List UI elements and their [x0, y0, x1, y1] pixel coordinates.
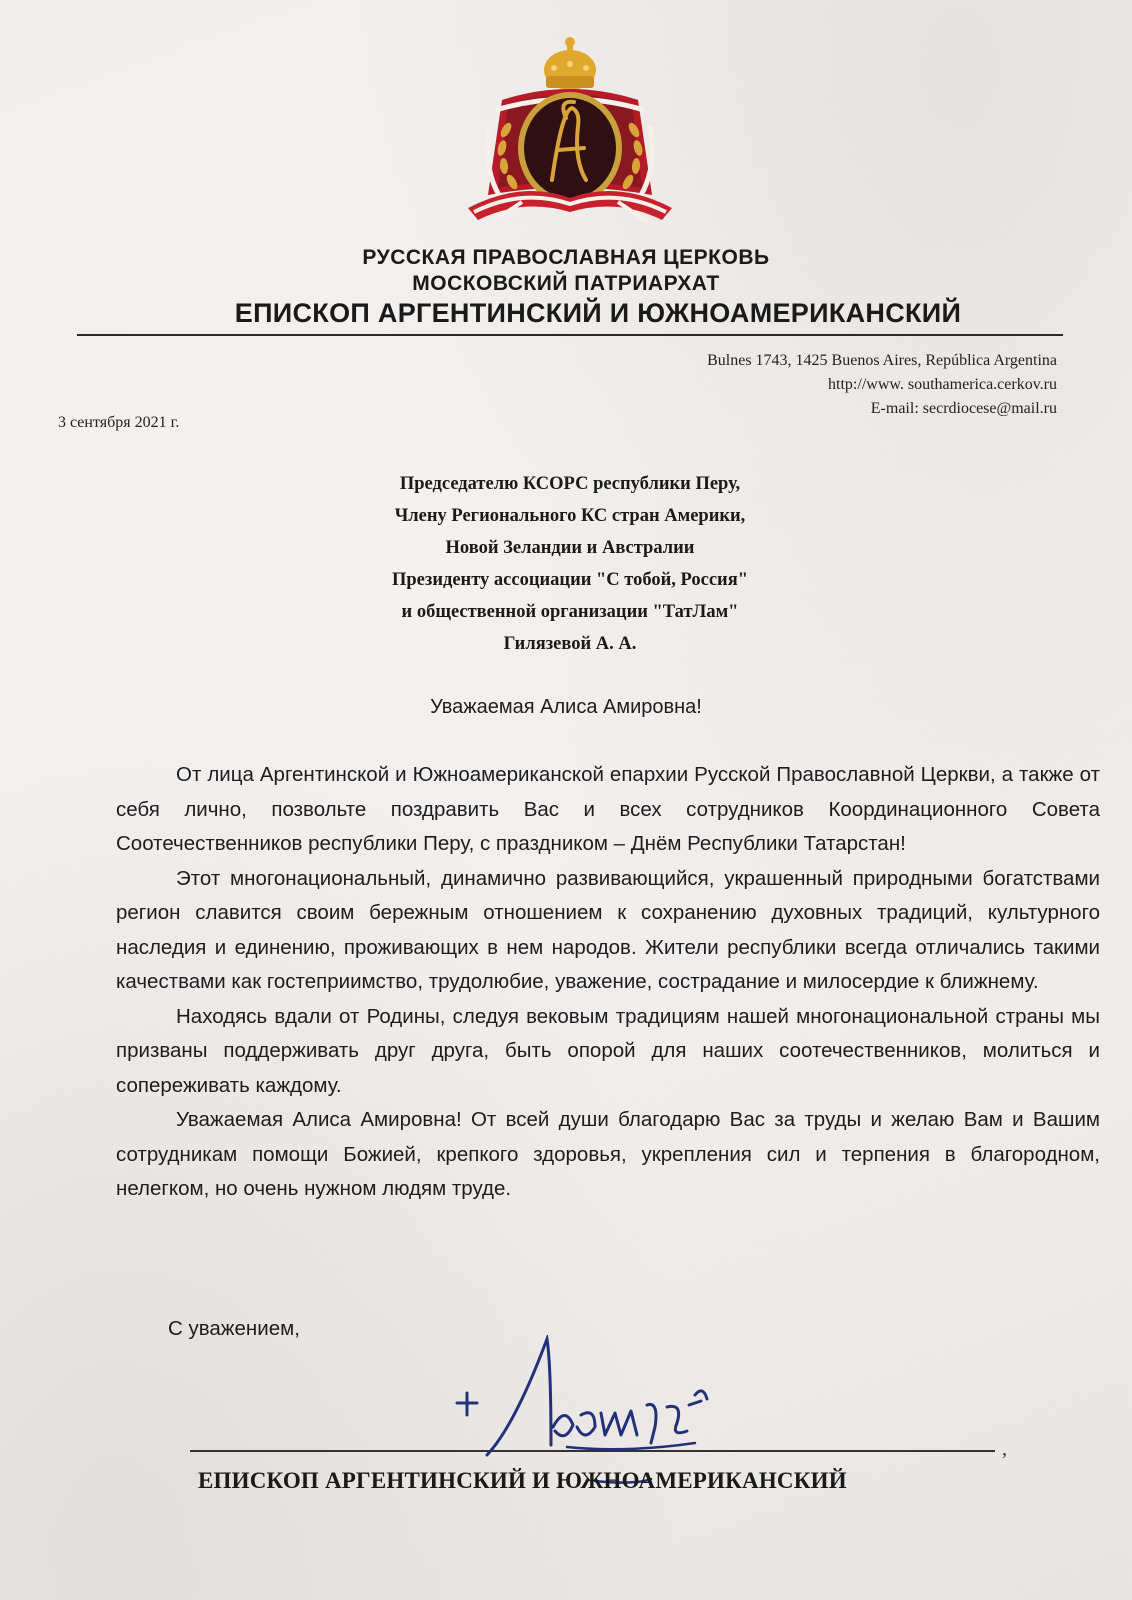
letter-date: 3 сентября 2021 г. — [58, 414, 180, 431]
signature-comma: , — [1002, 1438, 1007, 1460]
salutation: Уважаемая Алиса Амировна! — [430, 696, 702, 718]
contact-website: http://www. southamerica.cerkov.ru — [828, 376, 1057, 393]
church-seal-emblem — [462, 30, 678, 236]
addressee-line: Председателю КСОРС республики Перу, — [399, 474, 741, 494]
body-paragraph: Этот многонациональный, динамично развивающийся, украшенный природными богатствами регион славится своим бережным отношением к сохранению духовных традиций, культурного наследия и единению, проживающих в нем народов. Жители республики всегда отличались такими качествами как гостеприимство, трудолюбие, уважение, сострадание и милосердие к ближнему. — [116, 866, 1100, 993]
body-paragraph: От лица Аргентинской и Южноамериканской епархии Русской Православной Церкви, а также от себя лично, позвольте поздравить Вас и всех сотрудников Координационного Совета Соотечественников республики Перу, с праздником – Днём Республики Татарстан! — [116, 763, 1100, 855]
closing-phrase: С уважением, — [168, 1317, 300, 1340]
addressee-line: Президенту ассоциации "С тобой, Россия" — [392, 570, 748, 590]
contact-address: Bulnes 1743, 1425 Buenos Aires, República Argentina — [707, 352, 1057, 369]
addressee-line: и общественной организации "ТатЛам" — [401, 602, 739, 622]
header-patriarchate: МОСКОВСКИЙ ПАТРИАРХАТ — [412, 272, 720, 295]
contact-email: E-mail: secrdiocese@mail.ru — [870, 400, 1057, 417]
addressee-line: Члену Регионального КС стран Америки, — [394, 506, 746, 526]
addressee-line: Новой Зеландии и Австралии — [445, 538, 695, 558]
header-divider — [77, 334, 1063, 336]
header-church: РУССКАЯ ПРАВОСЛАВНАЯ ЦЕРКОВЬ — [362, 246, 770, 269]
header-bishop-title: ЕПИСКОП АРГЕНТИНСКИЙ И ЮЖНОАМЕРИКАНСКИЙ — [234, 298, 962, 328]
letter-body — [116, 758, 1100, 1207]
addressee-block — [300, 468, 840, 660]
handwritten-signature — [455, 1335, 725, 1485]
addressee-line: Гилязевой А. А. — [503, 634, 637, 654]
body-paragraph: Уважаемая Алиса Амировна! От всей души благодарю Вас за труды и желаю Вам и Вашим сотрудникам помощи Божией, крепкого здоровья, укрепления сил и терпения в благородном, нелегком, но очень нужном людям труде. — [116, 1108, 1100, 1200]
signer-title: ЕПИСКОП АРГЕНТИНСКИЙ И ЮЖНОАМЕРИКАНСКИЙ — [198, 1468, 847, 1493]
body-paragraph: Находясь вдали от Родины, следуя вековым традициям нашей многонациональной страны мы призваны поддерживать друг друга, быть опорой для наших соотечественников, молиться и сопереживать каждому. — [116, 1004, 1100, 1097]
crown-icon — [544, 37, 596, 90]
